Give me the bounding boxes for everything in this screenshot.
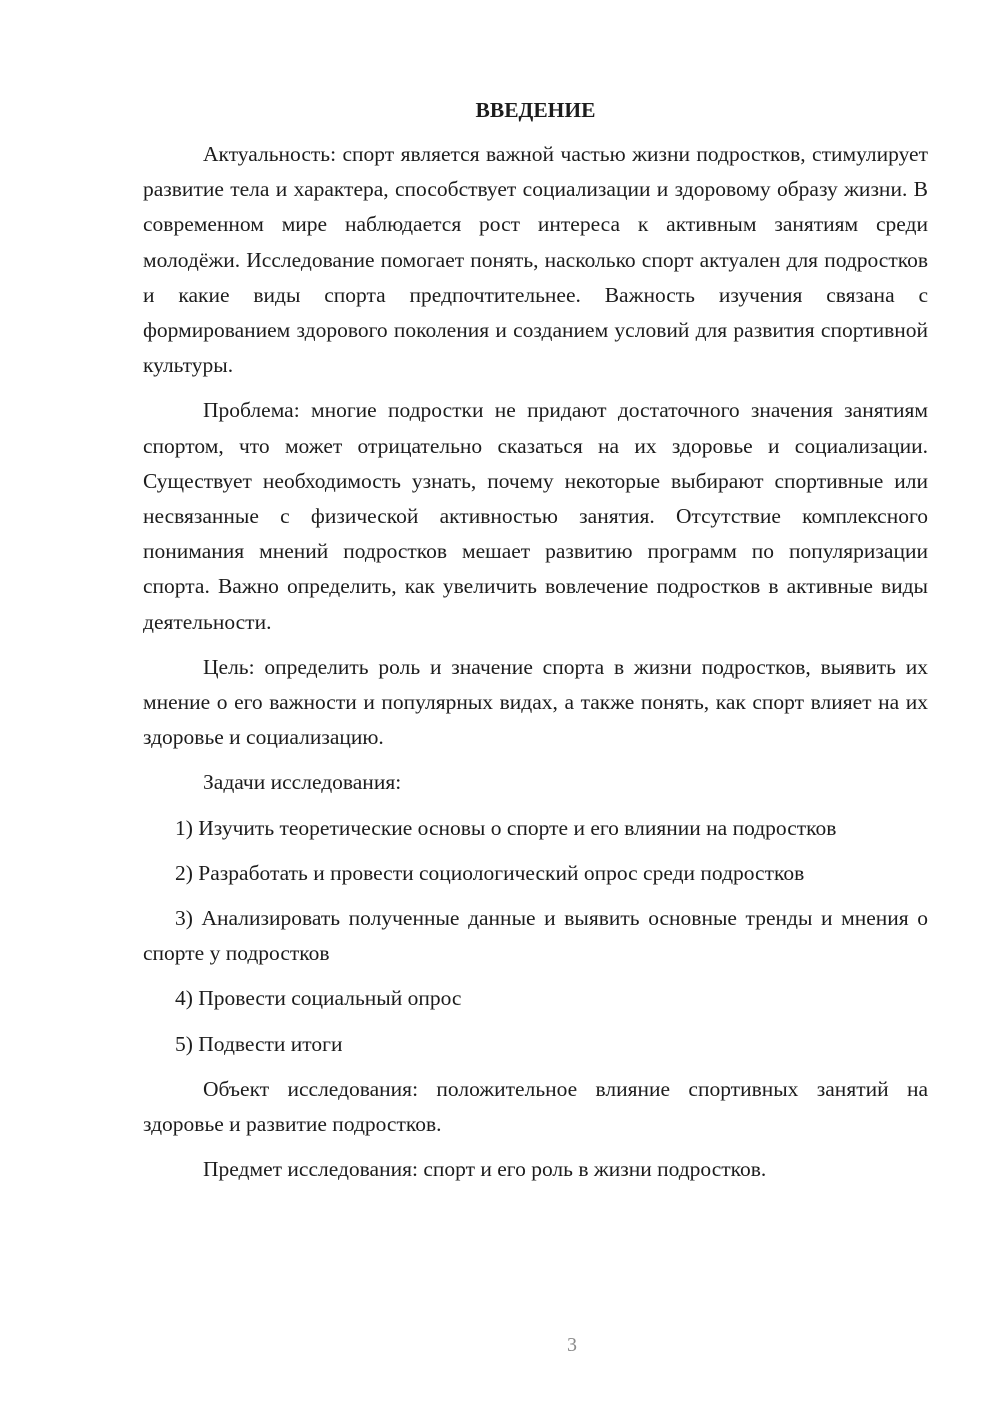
task-item: 3) Анализировать полученные данные и выявить основные тренды и мнения о спорте у подростков (143, 906, 928, 966)
page-content (143, 95, 928, 1197)
page-number: 3 (567, 1334, 577, 1356)
task-item: 4) Провести социальный опрос (175, 986, 462, 1011)
paragraph-object: Объект исследования: положительное влияние спортивных занятий на здоровье и развитие подростков. (143, 1076, 928, 1137)
task-item: 1) Изучить теоретические основы о спорте и его влиянии на подростков (175, 815, 837, 840)
tasks-heading: Задачи исследования: (203, 770, 402, 795)
paragraph-goal: Цель: определить роль и значение спорта в жизни подростков, выявить их мнение о его важности и популярных видах, а также понять, как спорт влияет на их здоровье и социализацию. (143, 654, 928, 750)
task-item: 2) Разработать и провести социологический опрос среди подростков (175, 860, 805, 885)
section-title: ВВЕДЕНИЕ (475, 98, 596, 122)
paragraph-relevance: Актуальность: спорт является важной частью жизни подростков, стимулирует развитие тела и характера, способствует социализации и здоровому образу жизни. В современном мире наблюдается рост интереса к активным занятиям среди молодёжи. Исследование помогает понять, насколько спорт актуален для подростков и какие виды спорта предпочтительнее. Важность изучения связана с формированием здорового поколения и созданием условий для развития спортивной культуры. (143, 142, 928, 378)
paragraph-problem: Проблема: многие подростки не придают достаточного значения занятиям спортом, что может отрицательно сказаться на их здоровье и социализации. Существует необходимость узнать, почему некоторые выбирают спортивные или несвязанные с физической активностью занятия. Отсутствие комплексного понимания мнений подростков мешает развитию программ по популяризации спорта. Важно определить, как увеличить вовлечение подростков в активные виды деятельности. (143, 398, 928, 634)
task-item: 5) Подвести итоги (175, 1031, 343, 1056)
paragraph-subject: Предмет исследования: спорт и его роль в жизни подростков. (203, 1157, 767, 1182)
